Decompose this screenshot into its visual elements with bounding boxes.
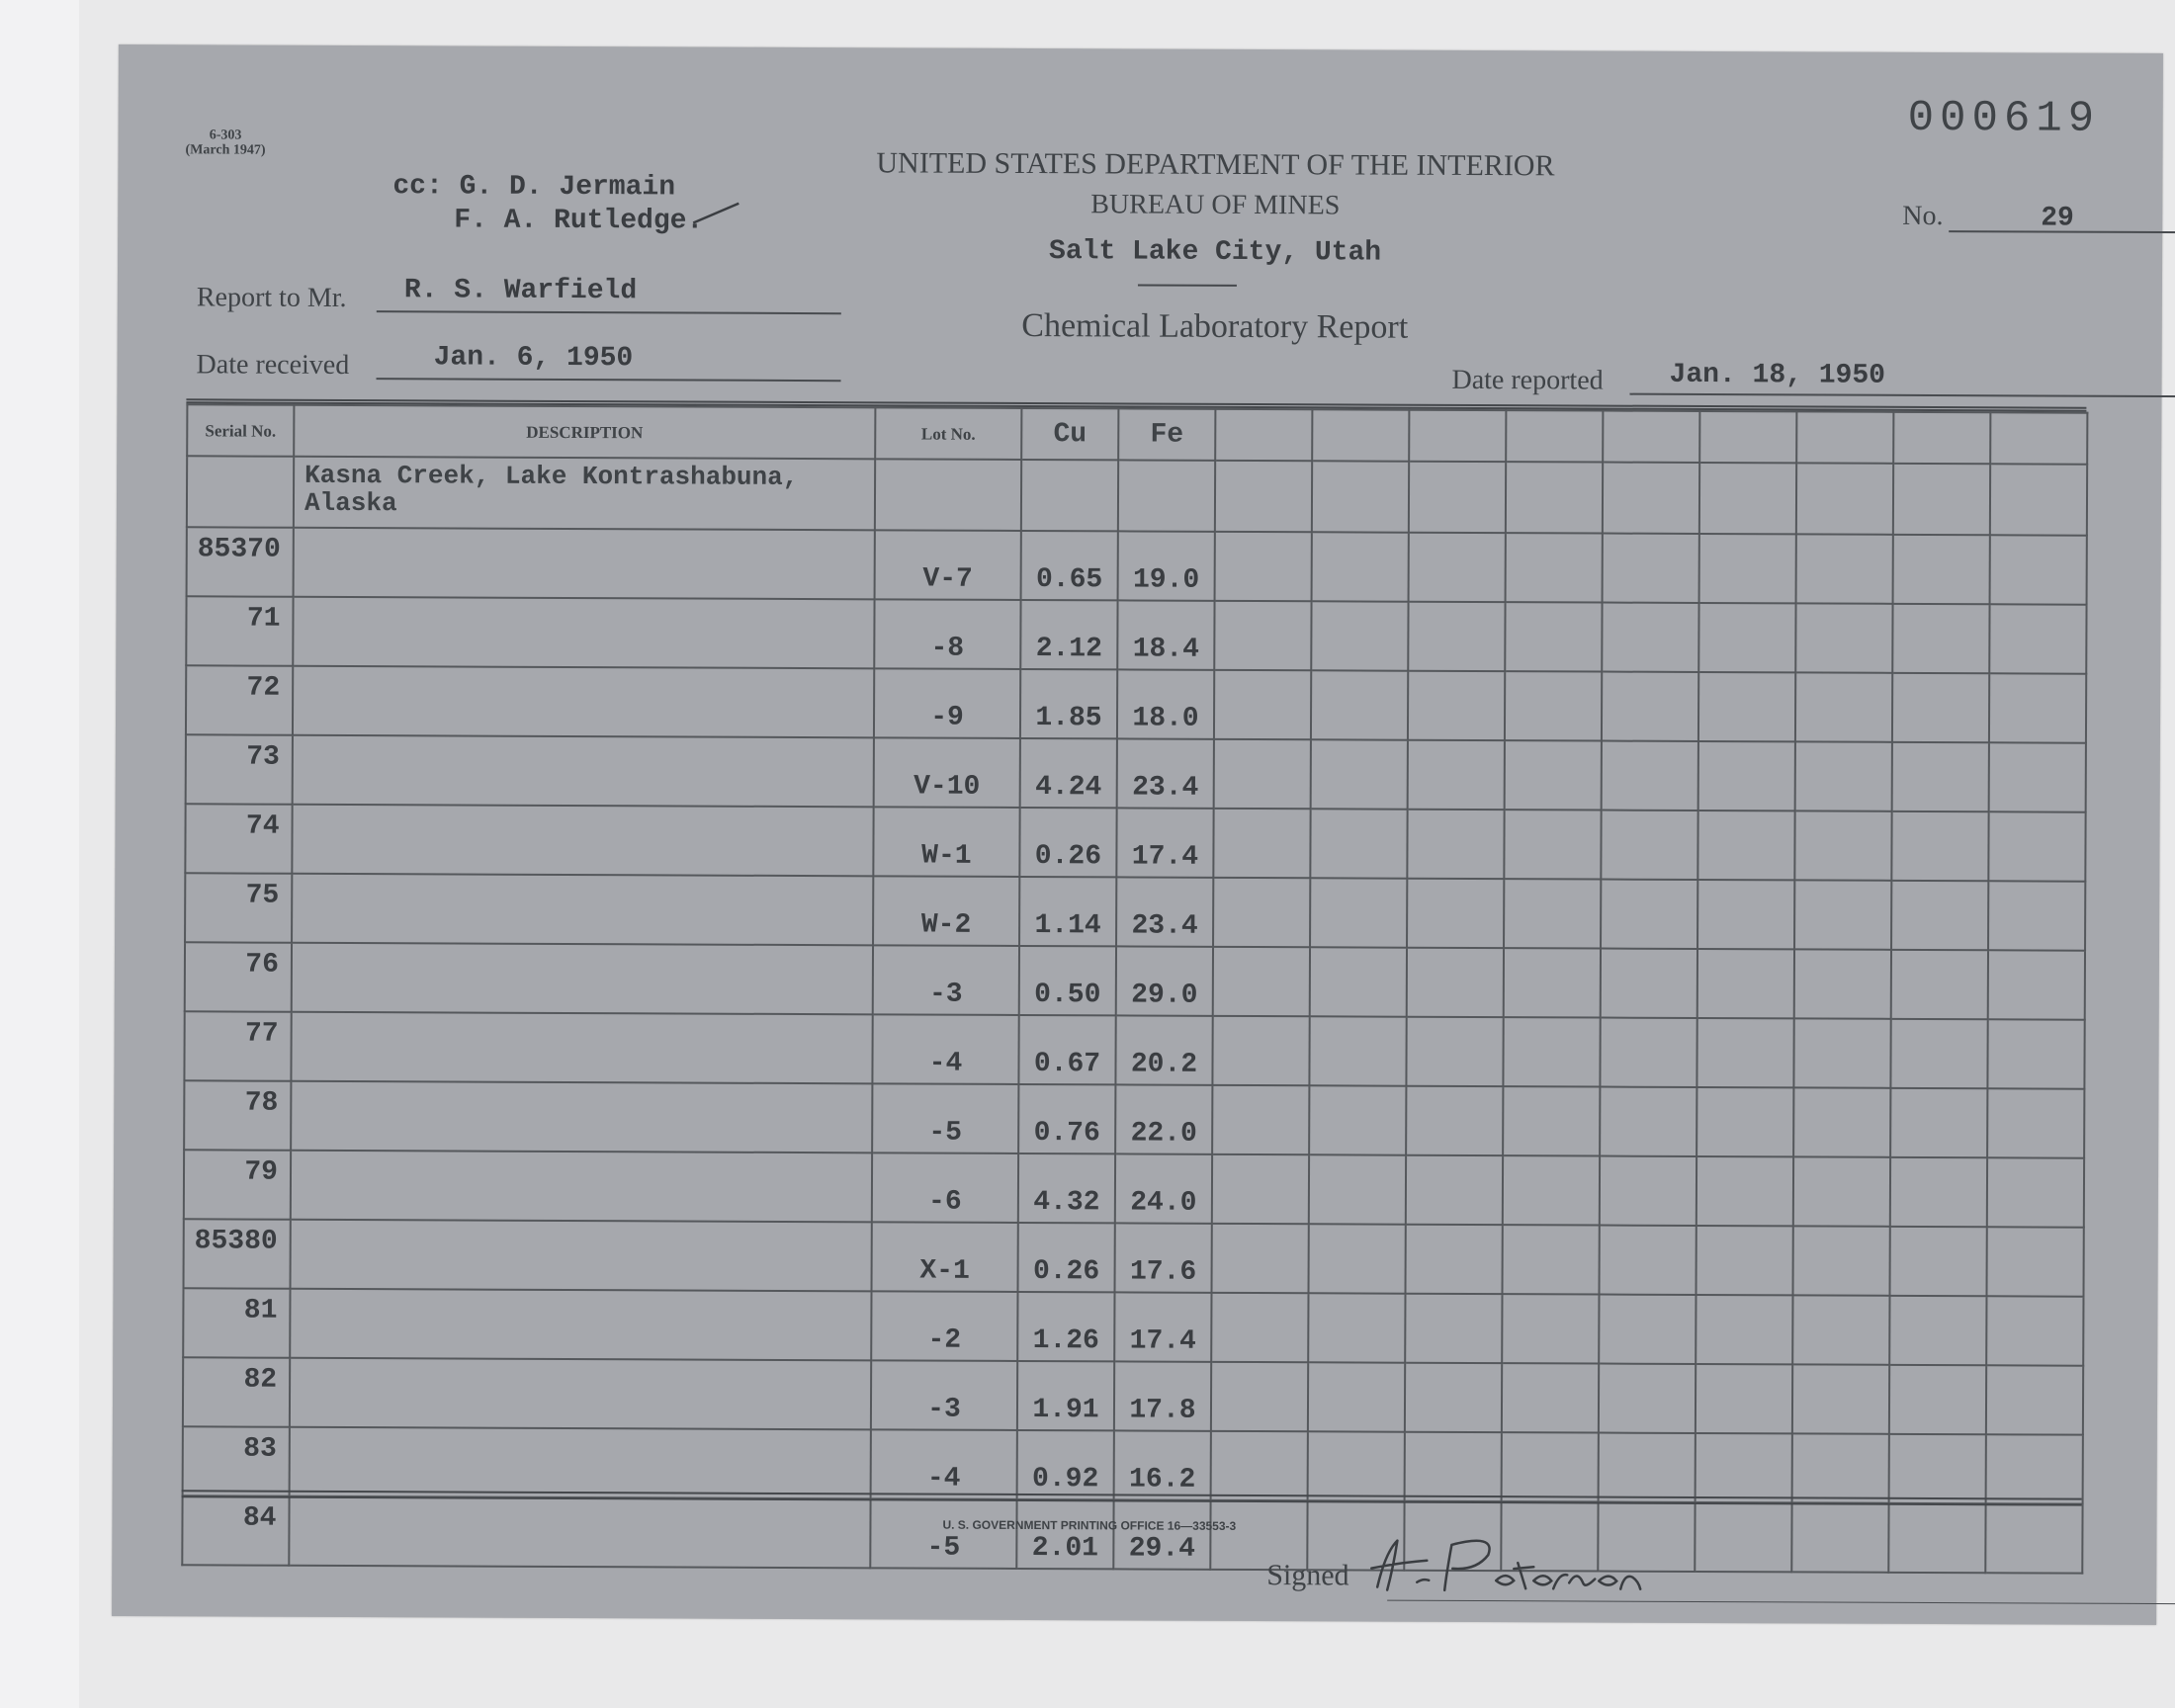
header-serial: Serial No. xyxy=(187,404,294,456)
lot-cell: -3 xyxy=(873,945,1019,1015)
fe-cell: 24.0 xyxy=(1115,1153,1212,1223)
date-reported-label: Date reported xyxy=(1451,364,1604,396)
table-cell xyxy=(1212,1154,1309,1224)
serial-cell: 72 xyxy=(186,665,293,734)
table-cell xyxy=(1889,1434,1986,1503)
table-cell xyxy=(1890,1019,1987,1088)
table-cell xyxy=(1986,1365,2083,1434)
description-row xyxy=(187,456,2087,535)
table-row xyxy=(185,804,2085,881)
table-cell xyxy=(1892,742,1989,811)
lot-cell: -3 xyxy=(871,1360,1017,1430)
cu-cell: 0.67 xyxy=(1018,1015,1115,1084)
description-cell xyxy=(292,805,873,877)
table-cell xyxy=(1504,879,1601,948)
fe-cell: 29.0 xyxy=(1116,946,1213,1015)
table-cell xyxy=(1504,810,1601,879)
table-cell xyxy=(1215,461,1312,532)
checkmark-icon xyxy=(691,200,740,229)
table-cell xyxy=(1601,880,1697,949)
header-blank xyxy=(1409,410,1506,462)
serial-cell: 82 xyxy=(183,1357,290,1426)
table-cell xyxy=(1987,1019,2084,1088)
table-cell xyxy=(1505,671,1602,740)
table-cell xyxy=(1214,670,1311,739)
table-cell xyxy=(1893,535,1990,604)
table-cell xyxy=(1406,1017,1503,1086)
table-cell xyxy=(1407,879,1504,948)
table-cell xyxy=(1503,1086,1600,1155)
table-cell xyxy=(1309,1085,1406,1154)
lot-cell: V-7 xyxy=(875,530,1021,600)
lot-cell: -5 xyxy=(872,1083,1018,1153)
description-cell xyxy=(293,666,874,738)
table-cell xyxy=(1795,741,1892,811)
cu-cell: 0.26 xyxy=(1019,808,1116,877)
date-reported-line xyxy=(1629,393,2175,398)
table-cell xyxy=(1986,1227,2083,1296)
table-cell xyxy=(1699,534,1796,603)
report-number-label: No. xyxy=(1902,200,1944,232)
table-cell xyxy=(1888,1503,1985,1573)
cu-cell: 4.32 xyxy=(1018,1153,1115,1223)
table-cell xyxy=(1796,534,1893,603)
table-cell xyxy=(1698,741,1795,811)
fe-cell: 16.2 xyxy=(1114,1430,1211,1499)
serial-cell: 85380 xyxy=(184,1219,291,1288)
printer-imprint: U. S. GOVERNMENT PRINTING OFFICE 16—33553-3 xyxy=(942,1517,1237,1533)
table-cell xyxy=(1696,1018,1793,1087)
table-cell xyxy=(1990,535,2087,604)
cc-name: G. D. Jermain xyxy=(459,171,676,204)
table-cell xyxy=(1792,1226,1889,1295)
serial-cell: 84 xyxy=(182,1495,289,1565)
report-to-label: Report to Mr. xyxy=(196,282,347,314)
serial-cell: 78 xyxy=(184,1080,291,1150)
table-cell xyxy=(1502,1363,1599,1432)
table-cell xyxy=(1405,1225,1502,1294)
table-cell xyxy=(1792,1433,1889,1502)
table-cell xyxy=(1792,1364,1889,1433)
header-blank xyxy=(1796,411,1893,463)
table-row xyxy=(185,873,2085,950)
page-margin xyxy=(0,0,79,1708)
table-cell xyxy=(1405,1363,1502,1432)
cu-cell: 1.14 xyxy=(1019,877,1116,946)
header-blank xyxy=(1893,412,1990,464)
table-cell xyxy=(1602,741,1698,811)
description-cell xyxy=(294,528,875,600)
table-row xyxy=(184,1011,2084,1088)
table-cell xyxy=(1698,672,1795,741)
table-cell xyxy=(1213,878,1310,947)
table-row xyxy=(187,527,2087,604)
table-cell xyxy=(1793,1087,1890,1156)
table-cell xyxy=(1506,462,1603,533)
lot-cell: -9 xyxy=(874,668,1020,738)
table-row xyxy=(184,1150,2084,1227)
table-cell xyxy=(875,459,1021,531)
lot-cell: -8 xyxy=(874,599,1020,669)
table-cell xyxy=(1601,811,1697,880)
table-cell xyxy=(1406,1155,1503,1225)
table-cell xyxy=(1312,532,1409,601)
fe-cell: 17.4 xyxy=(1116,808,1213,877)
table-cell xyxy=(1696,1156,1793,1226)
table-cell xyxy=(1408,602,1505,671)
table-row xyxy=(184,1219,2084,1296)
table-cell xyxy=(1699,463,1796,534)
table-cell xyxy=(1405,1294,1502,1363)
table-cell xyxy=(1503,1017,1600,1086)
table-cell xyxy=(1698,603,1795,672)
table-cell xyxy=(1021,460,1118,531)
cu-cell: 0.50 xyxy=(1019,946,1116,1015)
table-cell xyxy=(1890,1157,1987,1227)
cu-cell: 0.92 xyxy=(1017,1430,1114,1499)
header-blank xyxy=(1699,411,1796,463)
table-cell xyxy=(1599,1295,1696,1364)
table-cell xyxy=(1213,947,1310,1016)
cc-name: F. A. Rutledge. xyxy=(454,205,704,237)
fe-cell: 23.4 xyxy=(1117,738,1214,808)
table-cell xyxy=(1989,673,2086,742)
signature-image xyxy=(1357,1532,1684,1602)
results-table-wrapper xyxy=(181,398,2086,1574)
description-cell xyxy=(290,1358,871,1430)
table-cell xyxy=(1211,1431,1308,1500)
serial-cell: 75 xyxy=(185,873,292,942)
table-cell xyxy=(1603,534,1699,603)
lot-cell: -4 xyxy=(872,1014,1018,1084)
serial-cell: 71 xyxy=(186,596,293,665)
table-cell xyxy=(1502,1225,1599,1294)
fe-cell: 20.2 xyxy=(1115,1015,1212,1084)
report-number-value: 29 xyxy=(2041,203,2074,234)
fe-cell: 17.8 xyxy=(1114,1361,1211,1430)
table-cell xyxy=(1989,742,2086,811)
table-row xyxy=(186,665,2086,742)
table-cell xyxy=(1312,461,1409,532)
table-cell xyxy=(1602,603,1698,672)
table-cell xyxy=(1987,1088,2084,1157)
table-cell xyxy=(1889,1296,1986,1365)
table-cell xyxy=(1407,810,1504,879)
date-received-label: Date received xyxy=(196,349,350,382)
table-row xyxy=(184,1080,2084,1157)
table-cell xyxy=(1793,1156,1890,1226)
table-row xyxy=(185,942,2085,1019)
serial-cell: 85370 xyxy=(187,527,294,596)
lot-cell: X-1 xyxy=(872,1222,1018,1292)
serial-cell: 79 xyxy=(184,1150,291,1219)
description-cell xyxy=(291,1012,872,1084)
table-cell xyxy=(1311,601,1408,670)
table-cell xyxy=(1792,1295,1889,1364)
table-cell xyxy=(1215,532,1312,601)
table-cell xyxy=(1408,671,1505,740)
table-cell xyxy=(1308,1224,1405,1293)
table-cell xyxy=(1505,602,1602,671)
table-cell xyxy=(1891,881,1988,950)
table-cell xyxy=(1791,1502,1888,1572)
description-cell xyxy=(293,735,874,808)
table-cell xyxy=(1308,1431,1405,1500)
table-cell xyxy=(1308,1362,1405,1431)
table-cell xyxy=(1213,809,1310,878)
signed-label: Signed xyxy=(1266,1559,1349,1592)
table-cell xyxy=(1697,811,1794,880)
cu-cell: 0.65 xyxy=(1021,531,1118,600)
form-number-text: 6-303 xyxy=(209,128,242,143)
table-cell xyxy=(1794,880,1891,949)
lot-cell: -6 xyxy=(872,1153,1018,1223)
description-cell xyxy=(292,943,873,1015)
department-heading: UNITED STATES DEPARTMENT OF THE INTERIOR xyxy=(876,146,1555,183)
table-cell xyxy=(1599,1226,1696,1295)
table-cell xyxy=(1892,604,1989,673)
table-cell xyxy=(1990,464,2087,535)
fe-cell: 17.4 xyxy=(1114,1292,1211,1361)
lot-cell: -2 xyxy=(871,1291,1017,1361)
table-cell xyxy=(1890,1088,1987,1157)
table-cell xyxy=(1988,811,2085,881)
table-cell xyxy=(1502,1432,1599,1501)
table-cell xyxy=(1212,1224,1309,1293)
description-cell xyxy=(290,1427,871,1499)
table-cell xyxy=(1212,1085,1309,1154)
cc-label: cc: xyxy=(392,171,443,203)
table-cell xyxy=(1405,1432,1502,1501)
table-cell xyxy=(1989,604,2086,673)
table-cell xyxy=(1795,672,1892,741)
description-cell xyxy=(292,874,873,946)
table-cell xyxy=(1697,949,1794,1018)
date-reported-value: Jan. 18, 1950 xyxy=(1669,359,1886,391)
table-cell xyxy=(1408,740,1505,810)
table-cell xyxy=(1988,881,2085,950)
table-cell xyxy=(1212,1016,1309,1085)
table-row xyxy=(186,596,2086,673)
serial-cell: 76 xyxy=(185,942,292,1011)
lot-cell: V-10 xyxy=(874,737,1020,808)
cc-line-1 xyxy=(392,170,703,205)
table-cell xyxy=(1409,533,1506,602)
table-cell xyxy=(1893,464,1990,535)
cu-cell: 1.91 xyxy=(1017,1361,1114,1430)
serial-cell: 81 xyxy=(183,1288,290,1357)
table-cell xyxy=(1214,739,1311,809)
table-cell xyxy=(1599,1364,1696,1433)
serial-cell: 73 xyxy=(186,734,293,804)
report-to-value: R. S. Warfield xyxy=(403,275,638,307)
table-cell xyxy=(1985,1503,2082,1573)
table-cell xyxy=(1502,1294,1599,1363)
form-number xyxy=(186,128,266,157)
fe-cell: 19.0 xyxy=(1118,531,1215,600)
lot-cell: -5 xyxy=(870,1498,1016,1569)
header-cu: Cu xyxy=(1021,408,1118,460)
table-cell xyxy=(1503,1155,1600,1225)
table-row xyxy=(183,1288,2083,1365)
table-cell xyxy=(1211,1362,1308,1431)
table-cell xyxy=(1599,1433,1696,1502)
cu-cell: 0.76 xyxy=(1018,1084,1115,1153)
fe-cell: 18.4 xyxy=(1117,600,1214,669)
table-row xyxy=(183,1357,2083,1434)
table-cell xyxy=(1118,460,1215,531)
description-cell xyxy=(290,1289,871,1361)
table-cell xyxy=(1407,948,1504,1017)
table-cell xyxy=(1409,462,1506,533)
table-header-row xyxy=(187,404,2087,464)
table-cell xyxy=(1505,740,1602,810)
table-row xyxy=(186,734,2086,811)
table-cell xyxy=(1988,950,2085,1019)
city-heading: Salt Lake City, Utah xyxy=(1048,236,1382,269)
cu-cell: 0.26 xyxy=(1018,1223,1115,1292)
lab-report-sheet xyxy=(112,44,2163,1625)
table-cell xyxy=(1891,950,1988,1019)
description-cell xyxy=(289,1496,870,1569)
table-cell xyxy=(1986,1296,2083,1365)
table-cell xyxy=(1889,1365,1986,1434)
form-edition-text: (March 1947) xyxy=(185,142,266,158)
table-cell xyxy=(1892,673,1989,742)
cu-cell: 2.01 xyxy=(1016,1499,1113,1569)
table-row xyxy=(182,1495,2082,1573)
description-cell xyxy=(291,1220,872,1292)
table-cell xyxy=(1696,1364,1792,1433)
header-blank xyxy=(1506,410,1603,462)
table-cell xyxy=(1601,949,1697,1018)
table-cell xyxy=(1795,603,1892,672)
table-cell xyxy=(1506,533,1603,602)
table-cell xyxy=(1696,1226,1792,1295)
table-cell xyxy=(1311,739,1408,809)
table-cell xyxy=(1310,809,1407,878)
serial-cell: 83 xyxy=(183,1426,290,1495)
table-cell xyxy=(1311,670,1408,739)
table-cell xyxy=(1406,1086,1503,1155)
cc-line-2 xyxy=(392,204,703,238)
description-cell xyxy=(291,1081,872,1153)
cu-cell: 1.26 xyxy=(1017,1292,1114,1361)
results-table xyxy=(181,403,2088,1574)
fe-cell: 22.0 xyxy=(1115,1084,1212,1153)
cc-block xyxy=(392,170,703,238)
table-cell xyxy=(1987,1157,2084,1227)
table-cell xyxy=(1695,1502,1791,1572)
sample-description: Kasna Creek, Lake Kontrashabuna, Alaska xyxy=(294,457,875,531)
date-received-line xyxy=(377,378,841,382)
header-blank xyxy=(1215,409,1312,461)
document-number: 000619 xyxy=(1907,93,2101,144)
city-underline xyxy=(1138,285,1237,287)
description-cell xyxy=(291,1151,872,1223)
table-cell xyxy=(1794,949,1891,1018)
bureau-heading: BUREAU OF MINES xyxy=(1090,189,1341,221)
serial-cell: 74 xyxy=(185,804,292,873)
lot-cell: W-2 xyxy=(873,876,1019,946)
table-cell xyxy=(1309,1154,1406,1224)
header-blank xyxy=(1990,412,2087,464)
table-cell xyxy=(1310,878,1407,947)
table-cell xyxy=(1600,1156,1696,1226)
header-blank xyxy=(1603,411,1699,463)
date-received-value: Jan. 6, 1950 xyxy=(433,342,634,375)
lot-cell: -4 xyxy=(871,1429,1017,1499)
header-blank xyxy=(1312,409,1409,461)
fe-cell: 17.6 xyxy=(1115,1223,1212,1292)
table-cell xyxy=(1793,1018,1890,1087)
header-lot: Lot No. xyxy=(875,407,1021,460)
table-cell xyxy=(1697,880,1794,949)
report-title: Chemical Laboratory Report xyxy=(1021,306,1409,346)
table-cell xyxy=(1308,1293,1405,1362)
table-cell xyxy=(1310,947,1407,1016)
table-cell xyxy=(1603,463,1699,534)
table-cell xyxy=(1986,1434,2083,1503)
fe-cell: 18.0 xyxy=(1117,669,1214,738)
table-cell xyxy=(1602,672,1698,741)
cu-cell: 1.85 xyxy=(1020,669,1117,738)
fe-cell: 29.4 xyxy=(1113,1499,1210,1569)
header-description: DESCRIPTION xyxy=(294,405,875,460)
cu-cell: 4.24 xyxy=(1020,738,1117,808)
table-cell xyxy=(187,456,294,527)
table-cell xyxy=(1214,601,1311,670)
header-fe: Fe xyxy=(1118,408,1215,460)
table-cell xyxy=(1696,1433,1792,1502)
fe-cell: 23.4 xyxy=(1116,877,1213,946)
table-cell xyxy=(1796,463,1893,534)
table-cell xyxy=(1889,1227,1986,1296)
lot-cell: W-1 xyxy=(873,807,1019,877)
cu-cell: 2.12 xyxy=(1020,600,1117,669)
table-cell xyxy=(1891,811,1988,881)
table-cell xyxy=(1600,1018,1696,1087)
table-cell xyxy=(1309,1016,1406,1085)
table-cell xyxy=(1504,948,1601,1017)
table-cell xyxy=(1211,1293,1308,1362)
table-cell xyxy=(1600,1087,1696,1156)
serial-cell: 77 xyxy=(184,1011,291,1080)
table-cell xyxy=(1696,1295,1792,1364)
table-cell xyxy=(1696,1087,1793,1156)
table-cell xyxy=(1794,811,1891,880)
description-cell xyxy=(293,597,874,669)
